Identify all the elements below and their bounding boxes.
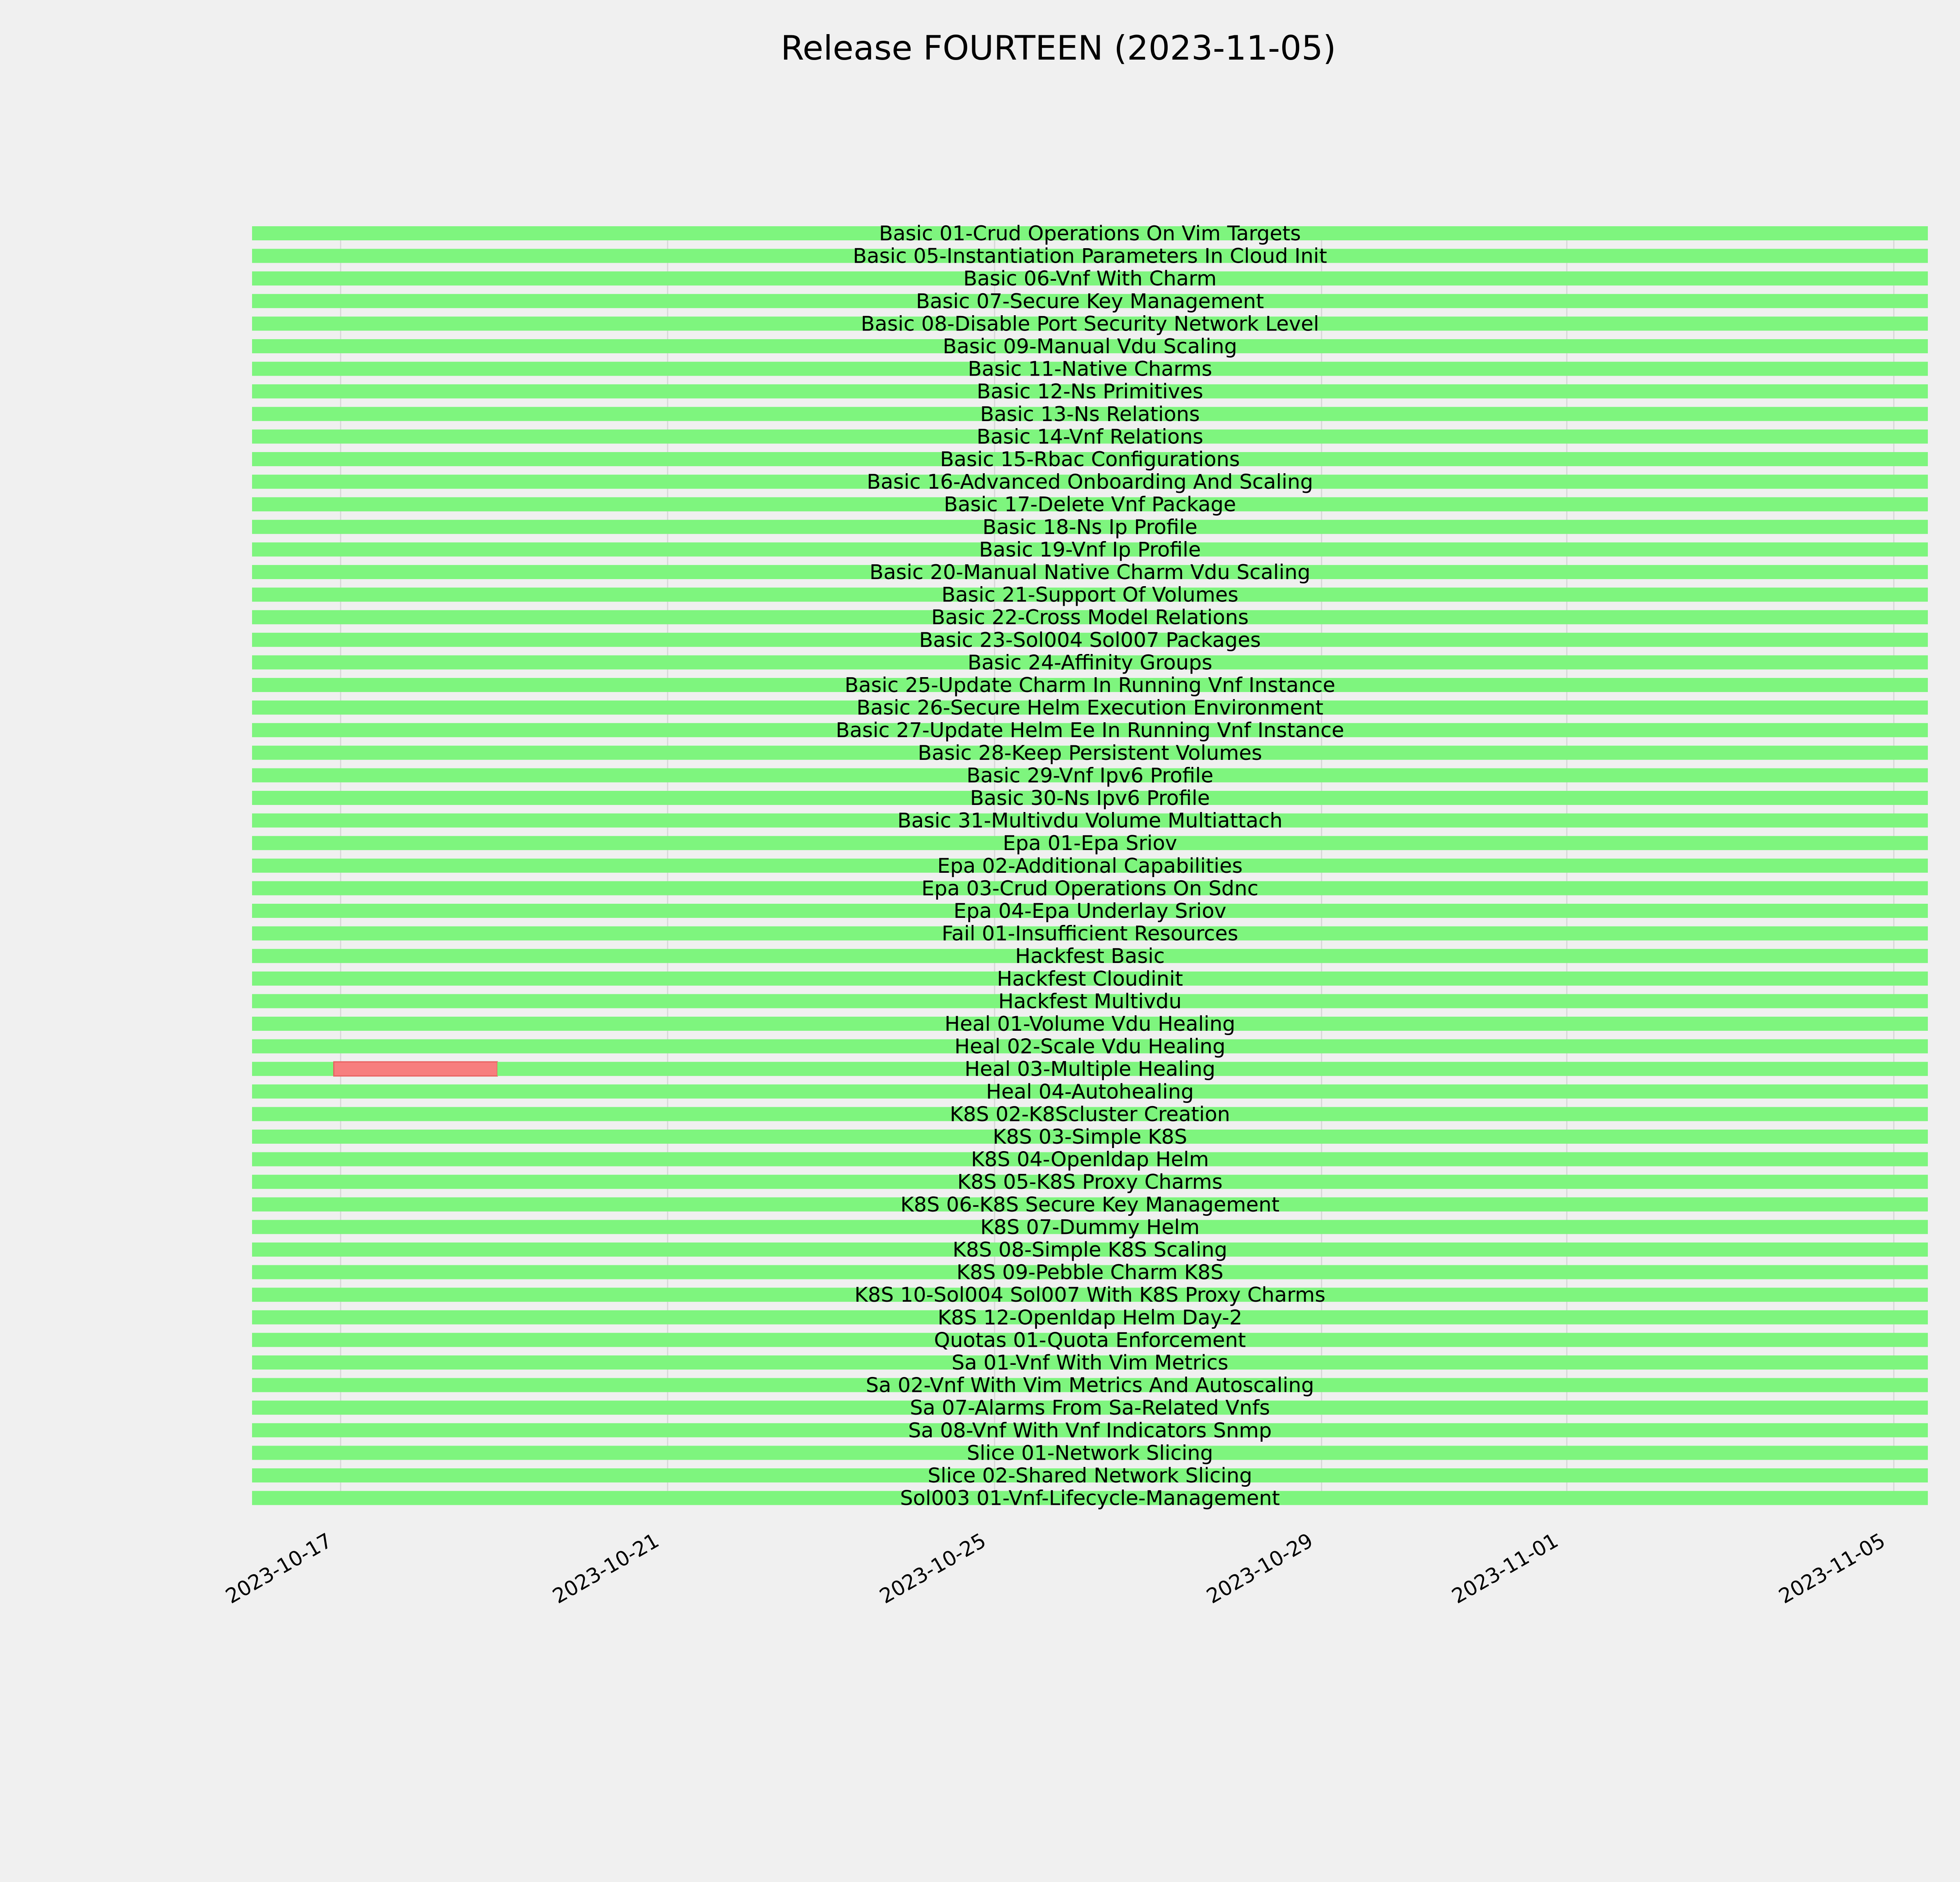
bar-label: K8S 08-Simple K8S Scaling: [953, 1238, 1227, 1262]
bar-label: Basic 14-Vnf Relations: [976, 425, 1203, 449]
bar-label: Epa 03-Crud Operations On Sdnc: [921, 877, 1259, 901]
bar-label: Quotas 01-Quota Enforcement: [934, 1328, 1246, 1352]
bar-label: Basic 09-Manual Vdu Scaling: [942, 335, 1238, 358]
bar-label: Heal 03-Multiple Healing: [964, 1057, 1216, 1081]
x-tick-label: 2023-10-29: [1203, 1529, 1317, 1609]
bar-label: Sa 01-Vnf With Vim Metrics: [951, 1351, 1229, 1375]
x-tick-label: 2023-11-01: [1448, 1529, 1563, 1609]
bar-label: Basic 26-Secure Helm Execution Environment: [857, 696, 1323, 720]
bar-label: K8S 07-Dummy Helm: [980, 1215, 1200, 1239]
bar-segment-fail: [334, 1062, 497, 1076]
bar-label: Basic 27-Update Helm Ee In Running Vnf Instance: [835, 719, 1345, 743]
bar-label: Basic 31-Multivdu Volume Multiattach: [897, 809, 1283, 833]
bar-label: Basic 11-Native Charms: [967, 357, 1212, 381]
bar-label: Basic 01-Crud Operations On Vim Targets: [879, 222, 1301, 245]
bar-label: K8S 09-Pebble Charm K8S: [956, 1261, 1224, 1284]
bar-label: K8S 12-Openldap Helm Day-2: [937, 1306, 1243, 1330]
bar-label: K8S 03-Simple K8S: [993, 1125, 1187, 1149]
bar-label: Epa 04-Epa Underlay Sriov: [953, 899, 1227, 923]
bar-label: Sa 07-Alarms From Sa-Related Vnfs: [910, 1396, 1270, 1420]
bar-label: Basic 30-Ns Ipv6 Profile: [970, 787, 1210, 810]
bar-label: Basic 08-Disable Port Security Network Level: [860, 312, 1319, 336]
bar-label: Basic 15-Rbac Configurations: [940, 448, 1240, 471]
x-tick-label: 2023-10-25: [875, 1529, 990, 1609]
chart-title: Release FOURTEEN (2023-11-05): [780, 29, 1336, 68]
bar-label: Epa 02-Additional Capabilities: [937, 854, 1243, 878]
bar-label: Sa 02-Vnf With Vim Metrics And Autoscaling: [866, 1373, 1314, 1397]
bar-label: Basic 29-Vnf Ipv6 Profile: [966, 764, 1214, 788]
bar-label: K8S 02-K8Scluster Creation: [949, 1103, 1230, 1126]
bar-label: Sa 08-Vnf With Vnf Indicators Snmp: [908, 1419, 1272, 1442]
bar-label: Heal 01-Volume Vdu Healing: [944, 1012, 1236, 1036]
bar-label: K8S 06-K8S Secure Key Management: [900, 1193, 1280, 1217]
bar-label: Basic 22-Cross Model Relations: [931, 606, 1249, 630]
bar-label: Basic 16-Advanced Onboarding And Scaling: [867, 470, 1313, 494]
bar-label: Hackfest Cloudinit: [997, 967, 1183, 991]
bar-label: K8S 04-Openldap Helm: [971, 1148, 1209, 1172]
x-tick-label: 2023-10-17: [221, 1529, 336, 1609]
bar-label: Basic 21-Support Of Volumes: [941, 583, 1239, 607]
bar-label: Hackfest Multivdu: [998, 990, 1182, 1014]
x-axis-ticks: [222, 1529, 1889, 1608]
bar-label: Basic 23-Sol004 Sol007 Packages: [919, 628, 1261, 652]
bar-label: Basic 24-Affinity Groups: [967, 651, 1212, 675]
bar-label: Slice 01-Network Slicing: [967, 1441, 1213, 1465]
bar-label: Basic 07-Secure Key Management: [916, 289, 1264, 313]
bar-label: K8S 05-K8S Proxy Charms: [957, 1170, 1223, 1194]
bar-label: Sol003 01-Vnf-Lifecycle-Management: [900, 1486, 1280, 1510]
bar-label: Hackfest Basic: [1015, 945, 1165, 968]
bar-label: Basic 17-Delete Vnf Package: [944, 493, 1236, 517]
bar-label: Basic 12-Ns Primitives: [976, 380, 1203, 404]
bar-label: Basic 18-Ns Ip Profile: [982, 515, 1198, 539]
bar-label: Basic 06-Vnf With Charm: [963, 267, 1217, 291]
bar-label: Basic 13-Ns Relations: [980, 402, 1200, 426]
bar-label: Basic 19-Vnf Ip Profile: [979, 538, 1201, 562]
bar-label: Epa 01-Epa Sriov: [1003, 832, 1177, 856]
bar-label: Basic 20-Manual Native Charm Vdu Scaling: [869, 561, 1310, 584]
bar-label: Slice 02-Shared Network Slicing: [927, 1464, 1252, 1488]
bar-label: Fail 01-Insufficient Resources: [942, 922, 1238, 946]
x-tick-label: 2023-10-21: [548, 1529, 663, 1609]
bar-label: Basic 05-Instantiation Parameters In Cloud Init: [853, 244, 1327, 268]
bar-label: Heal 04-Autohealing: [986, 1080, 1194, 1104]
bar-label: Basic 28-Keep Persistent Volumes: [918, 741, 1262, 765]
bar-label: Basic 25-Update Charm In Running Vnf Instance: [844, 674, 1336, 697]
bar-segment-pass: [252, 1062, 334, 1076]
x-tick-label: 2023-11-05: [1775, 1529, 1889, 1609]
bar-label: Heal 02-Scale Vdu Healing: [954, 1035, 1226, 1059]
bar-label: K8S 10-Sol004 Sol007 With K8S Proxy Charms: [854, 1283, 1326, 1307]
